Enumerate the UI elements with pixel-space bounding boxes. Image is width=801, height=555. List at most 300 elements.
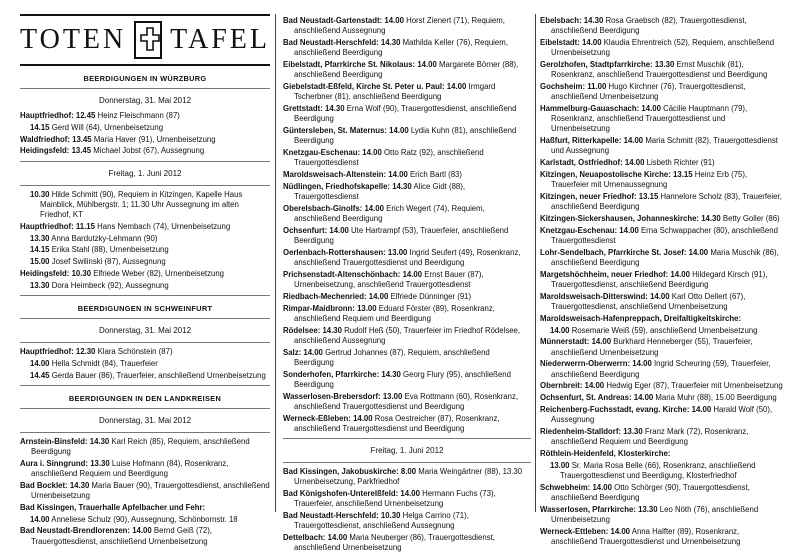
entry-text: Josef Swilinski (87), Aussegnung bbox=[51, 257, 166, 267]
entry-time: 14.30 bbox=[380, 38, 401, 47]
divider bbox=[20, 88, 270, 89]
obituary-entry bbox=[20, 234, 270, 244]
cross-icon bbox=[134, 21, 162, 59]
obituary-entry bbox=[283, 248, 531, 268]
entry-location: Salz: bbox=[283, 347, 302, 357]
obituary-entry bbox=[540, 393, 786, 403]
entry-time: 14.30 bbox=[89, 436, 110, 446]
divider bbox=[283, 438, 531, 439]
entry-text: Rosa Graebsch (82), Trauergottesdienst, anschließend Beerdigung bbox=[551, 16, 747, 36]
entry-text: Horst Zienert (71), Requiem, anschließend Aussegnung bbox=[294, 16, 505, 36]
entry-location: Bad Königshofen-Unterelßfeld: bbox=[283, 489, 399, 498]
entry-time: 14.00 bbox=[417, 60, 437, 69]
masthead-word-left: TOTEN bbox=[20, 24, 127, 55]
entry-text: Ingrid Scheuring (59), Trauerfeier, anschließend Beerdigung bbox=[551, 359, 771, 379]
entry-time: 14.45 bbox=[30, 370, 50, 380]
obituary-entry bbox=[283, 182, 531, 202]
entry-text: Karl Otto Dellert (67), Trauergottesdienst, anschließend Urnenbeisetzung bbox=[551, 291, 746, 311]
entry-text: Erna Schwappacher (80), anschließend Trauergottesdienst bbox=[551, 225, 778, 245]
entry-time: 13.00 bbox=[382, 391, 403, 401]
entry-time: 14.00 bbox=[30, 514, 50, 524]
masthead-word-right: TAFEL bbox=[170, 24, 270, 55]
entry-location: Münnerstadt: bbox=[540, 337, 590, 347]
entry-location: Ebelsbach: bbox=[540, 16, 582, 25]
entry-text: Georg Flury (95), anschließend Beerdigung bbox=[294, 369, 511, 389]
obituary-entry bbox=[540, 427, 786, 447]
entry-location: Arnstein-Binsfeld: bbox=[20, 436, 88, 446]
entry-text: Heinz Fleischmann (87) bbox=[97, 111, 180, 120]
entry-location: Bad Neustadt-Brendlorenzen: bbox=[20, 526, 131, 536]
entry-text: Leo Nöth (76), anschließend Urnenbeisetzung bbox=[551, 504, 759, 524]
day-heading: Freitag, 1. Juni 2012 bbox=[108, 168, 182, 178]
entry-location: Gerolzhofen, Stadtpfarrkirche: bbox=[540, 60, 653, 69]
obituary-entry bbox=[20, 222, 270, 232]
entry-time: 14.00 bbox=[592, 482, 612, 492]
entry-text: Eva Rottmann (60), Rosenkranz, anschließend Trauergottesdienst und Beerdigung bbox=[294, 391, 519, 411]
entry-text: Eduard Förster (89), Rosenkranz, anschließend Requiem und Beerdigung bbox=[294, 303, 495, 323]
entry-location: Maroldsweisach-Altenstein: bbox=[283, 170, 387, 179]
entry-time: 14.30 bbox=[325, 104, 345, 113]
entry-text: Alice Gidt (88), Trauergottesdienst bbox=[294, 181, 466, 201]
entry-location: Heidingsfeld: bbox=[20, 146, 70, 156]
divider bbox=[20, 385, 270, 386]
entry-time: 14.00 bbox=[610, 526, 630, 536]
entry-text: Maria Muschik (86), anschließend Beerdigung bbox=[551, 247, 779, 267]
obituary-entry bbox=[20, 459, 270, 479]
obituary-entry bbox=[283, 38, 531, 58]
entry-location: Ochsenfurt: bbox=[283, 225, 328, 235]
entry-time: 14.00 bbox=[303, 347, 323, 357]
obituary-entry bbox=[283, 304, 531, 324]
obituary-entry bbox=[283, 370, 531, 390]
entry-time: 10.30 bbox=[30, 189, 50, 199]
obituary-entry bbox=[540, 483, 786, 503]
entry-location: Bad Kissingen, Jakobuskirche: bbox=[283, 467, 399, 476]
entry-time: 14.00 bbox=[388, 170, 408, 179]
entry-time: 10.30 bbox=[380, 511, 401, 520]
obituary-entry bbox=[283, 104, 531, 124]
divider bbox=[20, 161, 270, 162]
entry-text: Klaudia Ehrentreich (52), Requiem, anschließend Urnenbeisetzung bbox=[551, 38, 775, 58]
masthead bbox=[20, 14, 270, 66]
entry-text: Betty Goller (86) bbox=[722, 214, 780, 223]
entry-location: Rimpar-Maidbronn: bbox=[283, 303, 355, 313]
obituary-entry bbox=[540, 270, 786, 290]
divider bbox=[20, 185, 270, 186]
obituary-entry bbox=[20, 281, 270, 291]
entry-text: Hella Schmidt (84), Trauerfeier bbox=[51, 358, 158, 368]
entry-time: 14.00 bbox=[584, 381, 605, 391]
obituary-entry bbox=[540, 337, 786, 357]
entry-time: 14.00 bbox=[624, 158, 645, 168]
entry-text: Bernd Geiß (72), Trauergottesdienst, anschließend Urnenbeisetzung bbox=[31, 526, 212, 546]
obituary-entry bbox=[20, 146, 270, 156]
entry-time: 13.45 bbox=[72, 134, 92, 144]
obituary-entry bbox=[540, 60, 786, 80]
entry-location: Kitzingen, Neuapostolische Kirche: bbox=[540, 170, 671, 179]
entry-text: Maria Bauer (90), Trauergottesdienst, anschließend Urnenbeisetzung bbox=[31, 480, 270, 500]
section-heading-wuerzburg: BEERDIGUNGEN IN WÜRZBURG bbox=[83, 74, 207, 83]
entry-location: Riedenheim-Stalldorf: bbox=[540, 426, 622, 436]
entry-location: Güntersleben, St. Maternus: bbox=[283, 126, 387, 135]
obituary-entry bbox=[540, 192, 786, 212]
divider bbox=[20, 432, 270, 433]
entry-time: 13.30 bbox=[623, 426, 643, 436]
obituary-entry bbox=[20, 371, 270, 381]
obituary-entry bbox=[283, 467, 531, 487]
entry-location: Margetshöchheim, neuer Friedhof: bbox=[540, 269, 669, 279]
obituary-entry bbox=[20, 135, 270, 145]
entry-text: Ernst Muschik (81), Rosenkranz, anschließend Trauergottesdienst und Beerdigung bbox=[551, 60, 768, 80]
entry-text: Klara Schönstein (87) bbox=[97, 346, 173, 356]
entry-location: Obernbreit: bbox=[540, 381, 583, 391]
entries-wuerzburg-day1 bbox=[20, 111, 270, 157]
entry-time: 14.30 bbox=[381, 369, 401, 379]
entry-location: Kitzingen, neuer Friedhof: bbox=[540, 192, 637, 201]
entries-wuerzburg-day2 bbox=[20, 190, 270, 291]
entry-location: Reichenberg-Fuchsstadt, evang. Kirche: bbox=[540, 404, 690, 414]
obituary-entry bbox=[540, 449, 786, 459]
entry-text: Gerda Bauer (86), Trauerfeier, anschließend Urnenbeisetzung bbox=[51, 370, 266, 380]
entry-location: Bad Neustadt-Herschfeld: bbox=[283, 511, 379, 520]
entry-location: Lohr-Sendelbach, Pfarrkirche St. Josef: bbox=[540, 247, 687, 257]
entry-location: Knetzgau-Eschenau: bbox=[540, 225, 618, 235]
obituary-entry bbox=[540, 82, 786, 102]
obituary-entry bbox=[540, 214, 786, 224]
entry-time: 14.00 bbox=[327, 533, 348, 542]
entry-location: Maroldsweisach-Hafenpreppach, Dreifaltigkeitskirche: bbox=[540, 313, 742, 323]
entries-landkreise-day1-col1 bbox=[20, 437, 270, 547]
entry-text: Maria Schmitt (82), Trauergottesdienst und Aussegnung bbox=[551, 136, 778, 156]
entry-text: Rosa Oestreicher (87), Rosenkranz, anschließend Trauergottesdienst und Beerdigung bbox=[294, 413, 500, 433]
entry-time: 14.00 bbox=[670, 269, 690, 279]
entry-text: Dora Heimbeck (92), Aussegnung bbox=[51, 280, 169, 290]
entry-time: 13.15 bbox=[638, 192, 659, 201]
entry-location: Werneck-Ettleben: bbox=[540, 526, 609, 536]
entry-text: Ernst Bauer (87), Urnenbeisetzung, anschließend Trauergottesdienst bbox=[294, 269, 484, 289]
entry-text: Hannelore Scholz (83), Trauerfeier, anschließend Beerdigung bbox=[551, 192, 782, 212]
entry-location: Schwebheim: bbox=[540, 482, 591, 492]
entry-time: 11.15 bbox=[75, 221, 95, 231]
entry-location: Niederwerrn-Oberwerrn: bbox=[540, 359, 631, 369]
obituary-entry bbox=[283, 126, 531, 146]
day-heading: Freitag, 1. Juni 2012 bbox=[370, 446, 444, 455]
entry-time: 14.15 bbox=[30, 122, 50, 132]
entry-time: 13.30 bbox=[30, 280, 50, 290]
entry-text: Maria Neuberger (86), Trauergottesdienst, anschließend Urnenbeisetzung bbox=[294, 533, 495, 553]
entries-landkreise-day1-col2 bbox=[283, 16, 531, 434]
entry-text: Michael Jobst (67), Aussegnung bbox=[93, 146, 205, 156]
entry-time: 14.00 bbox=[641, 104, 661, 113]
entry-time: 12.30 bbox=[75, 346, 96, 356]
entry-text: Lydia Kuhn (81), anschließend Beerdigung bbox=[294, 126, 517, 146]
entry-time: 14.30 bbox=[583, 16, 604, 25]
entry-time: 15.00 bbox=[30, 257, 50, 267]
divider bbox=[20, 295, 270, 296]
entry-time: 14.00 bbox=[650, 291, 670, 301]
divider bbox=[283, 462, 531, 463]
entry-time: 14.00 bbox=[329, 225, 349, 235]
entry-text: Karl Reich (85), Requiem, anschließend Beerdigung bbox=[31, 436, 250, 456]
entry-time: 14.00 bbox=[688, 247, 709, 257]
column-3 bbox=[540, 16, 786, 549]
obituary-entry bbox=[283, 292, 531, 302]
entry-time: 10.30 bbox=[71, 268, 92, 278]
entry-location: Bad Neustadt-Gartenstadt: bbox=[283, 16, 383, 25]
entry-text: Margarete Börner (88), anschließend Beerdigung bbox=[294, 60, 519, 80]
obituary-entry bbox=[540, 405, 786, 425]
entry-time: 14.00 bbox=[389, 126, 409, 135]
entry-location: Haßfurt, Ritterkapelle: bbox=[540, 136, 622, 146]
obituary-entry bbox=[20, 111, 270, 121]
column-divider bbox=[275, 14, 276, 512]
obituary-entry bbox=[283, 392, 531, 412]
obituary-entry bbox=[20, 359, 270, 369]
entry-text: Anna Halfter (89), Rosenkranz, anschließend Trauergottesdienst und Urnenbeisetzung bbox=[551, 526, 741, 546]
obituary-entry bbox=[283, 414, 531, 434]
entry-time: 14.00 bbox=[619, 225, 639, 235]
entry-text: Irmgard Tscherbner (81), anschließend Beerdigung bbox=[294, 82, 496, 102]
entry-time: 8.00 bbox=[400, 467, 417, 476]
entry-location: Nüdlingen, Friedhofskapelle: bbox=[283, 181, 391, 191]
obituary-entry bbox=[540, 527, 786, 547]
entry-text: Maria Haver (91), Urnenbeisetzung bbox=[93, 134, 216, 144]
entry-text: Erich Wegert (74), Requiem, anschließend Beerdigung bbox=[294, 203, 485, 223]
entry-text: Maria Muhr (88), 15.00 Beerdigung bbox=[655, 393, 777, 403]
entry-time: 14.00 bbox=[362, 148, 382, 157]
entry-location: Röthlein-Heidenfeld, Klosterkirche: bbox=[540, 448, 671, 458]
obituary-entry bbox=[540, 136, 786, 156]
entry-time: 13.30 bbox=[654, 60, 675, 69]
entry-time: 14.30 bbox=[392, 181, 412, 191]
entry-time: 13.30 bbox=[30, 233, 50, 243]
entry-location: Bad Neustadt-Herschfeld: bbox=[283, 38, 379, 47]
entry-text: Elfriede Weber (82), Urnenbeisetzung bbox=[93, 268, 224, 278]
entry-text: Lisbeth Richter (91) bbox=[646, 158, 715, 168]
entry-location: Hauptfriedhof: bbox=[20, 221, 74, 231]
entry-text: Hermann Fuchs (73), Trauerfeier, anschließend Urnenbeisetzung bbox=[294, 489, 496, 509]
entry-time: 13.00 bbox=[387, 247, 408, 257]
entry-time: 14.00 bbox=[691, 404, 712, 414]
entry-time: 13.30 bbox=[638, 504, 658, 514]
obituary-entry bbox=[283, 489, 531, 509]
entry-location: Eibelstadt, Pfarrkirche St. Nikolaus: bbox=[283, 60, 416, 69]
obituary-entry bbox=[283, 170, 531, 180]
entry-location: Maroldsweisach-Ditterswind: bbox=[540, 291, 648, 301]
entry-time: 14.00 bbox=[400, 489, 420, 498]
entries-landkreise-day2-col2 bbox=[283, 467, 531, 553]
entry-location: Hauptfriedhof: bbox=[20, 111, 74, 120]
obituary-entry bbox=[20, 245, 270, 255]
entry-text: Burkhard Henneberger (55), Trauerfeier, anschließend Urnenbeisetzung bbox=[551, 337, 753, 357]
entry-time: 14.00 bbox=[632, 359, 652, 369]
obituary-entry bbox=[20, 190, 270, 221]
entry-text: Gerd Will (64), Urnenbeisetzung bbox=[51, 122, 164, 132]
obituary-entry bbox=[540, 104, 786, 135]
entry-location: Werneck-Eßleben: bbox=[283, 413, 351, 423]
entry-text: Helga Carrino (71), Trauergottesdienst, anschließend Aussegnung bbox=[294, 511, 469, 531]
obituary-entry bbox=[20, 123, 270, 133]
obituary-entry bbox=[283, 60, 531, 80]
entry-text: Erich Bartl (83) bbox=[409, 170, 462, 179]
entry-text: Otto Schörger (90), Trauergottesdienst, anschließend Beerdigung bbox=[551, 482, 750, 502]
entry-time: 14.00 bbox=[591, 337, 612, 347]
entry-location: Giebelstadt-Eßfeld, Kirche St. Peter u. Paul: bbox=[283, 82, 445, 91]
entry-location: Eibelstadt: bbox=[540, 38, 580, 47]
entry-text: Erika Stahl (88), Urnenbeisetzung bbox=[51, 245, 169, 255]
day-heading: Donnerstag, 31. Mai 2012 bbox=[98, 415, 192, 425]
entry-time: 14.00 bbox=[402, 269, 423, 279]
obituary-entry bbox=[540, 461, 786, 481]
entry-text: Anna Bardutzky-Lehmann (90) bbox=[51, 233, 158, 243]
entry-location: Rödelsee: bbox=[283, 325, 321, 335]
column-2 bbox=[283, 16, 531, 555]
entry-time: 14.30 bbox=[322, 325, 342, 335]
entry-location: Hammelburg-Gauaschach: bbox=[540, 104, 640, 113]
entry-text: Sr. Maria Rosa Belle (66), Rosenkranz, anschließend Trauergottesdienst und Beerdigung, Klosterfriedhof bbox=[560, 460, 756, 480]
obituary-entry bbox=[540, 170, 786, 190]
entry-text: Maria Weingärtner (88), 13.30 Urnenbeisetzung, Parkfriedhof bbox=[294, 467, 523, 487]
entry-location: Aura i. Sinngrund: bbox=[20, 458, 89, 468]
obituary-entry bbox=[540, 38, 786, 58]
divider bbox=[20, 318, 270, 319]
obituary-entry bbox=[20, 437, 270, 457]
obituary-entry bbox=[283, 270, 531, 290]
entry-text: Anneliese Schulz (90), Aussegnung, Schönbornstr. 18 bbox=[51, 514, 238, 524]
entry-location: Hauptfriedhof: bbox=[20, 346, 74, 356]
obituary-entry bbox=[283, 148, 531, 168]
obituary-entry bbox=[540, 381, 786, 391]
entry-location: Bad Kissingen, Trauerhalle Apfelbacher und Fehr: bbox=[20, 502, 206, 512]
obituary-entry bbox=[540, 359, 786, 379]
entry-location: Karlstadt, Ostfriedhof: bbox=[540, 158, 623, 168]
obituary-entry bbox=[20, 515, 270, 525]
entry-time: 11.00 bbox=[587, 82, 607, 91]
entry-text: Heinz Erb (75), Trauerfeier mit Urnenaussegnung bbox=[551, 170, 748, 190]
entry-time: 14.00 bbox=[364, 203, 384, 213]
column-1 bbox=[20, 14, 270, 548]
entry-text: Hilde Schmitt (90), Requiem in Kitzingen, Kapelle Haus Mainblick, Mühlbergstr. 1; 11.30 Uhr Aussegnung im alten Friedhof, KT bbox=[40, 189, 243, 219]
obituary-entry bbox=[540, 505, 786, 525]
divider bbox=[20, 342, 270, 343]
entry-text: Otto Ratz (92), anschließend Trauergottesdienst bbox=[294, 148, 484, 168]
entry-time: 14.00 bbox=[30, 358, 50, 368]
entry-text: Franz Mark (72), Rosenkranz, anschließend Requiem und Beerdigung bbox=[551, 426, 749, 447]
entry-time: 14.30 bbox=[69, 480, 90, 490]
entry-location: Oberelsbach-Ginolfs: bbox=[283, 203, 363, 213]
entry-time: 14.00 bbox=[582, 38, 602, 47]
obituary-entry bbox=[540, 158, 786, 168]
obituary-entry bbox=[283, 16, 531, 36]
entry-location: Prichsenstadt-Altenschönbach: bbox=[283, 269, 401, 279]
obituary-entry bbox=[540, 248, 786, 268]
entry-time: 14.00 bbox=[633, 393, 654, 403]
entry-time: 13.00 bbox=[357, 303, 377, 313]
entry-text: Gertrud Johannes (87), Requiem, anschließend Beerdigung bbox=[294, 347, 490, 367]
entry-location: Wasserlosen-Brebersdorf: bbox=[283, 391, 381, 401]
entry-location: Ochsenfurt, St. Andreas: bbox=[540, 393, 632, 403]
obituary-entry bbox=[283, 82, 531, 102]
entry-location: Bad Bocklet: bbox=[20, 480, 68, 490]
entry-text: Hildegard Kirsch (91), Trauergottesdienst, anschließend Beerdigung bbox=[551, 269, 768, 289]
section-heading-schweinfurt: BEERDIGUNGEN IN SCHWEINFURT bbox=[77, 303, 213, 313]
obituary-entry bbox=[540, 292, 786, 312]
obituary-entry bbox=[540, 16, 786, 36]
obituary-entry bbox=[20, 481, 270, 501]
entry-time: 12.45 bbox=[75, 111, 96, 120]
obituary-entry bbox=[540, 314, 786, 324]
entry-time: 14.00 bbox=[368, 291, 389, 301]
entry-location: Heidingsfeld: bbox=[20, 268, 70, 278]
entry-text: Erna Wolf (90), Trauergottesdienst, anschließend Beerdigung bbox=[294, 104, 517, 124]
entry-time: 14.00 bbox=[353, 413, 373, 423]
entry-time: 14.00 bbox=[446, 82, 467, 91]
entry-time: 14.00 bbox=[550, 325, 570, 335]
entry-location: Waldfriedhof: bbox=[20, 134, 70, 144]
day-heading: Donnerstag, 31. Mai 2012 bbox=[98, 96, 192, 105]
entry-text: Rosemarie Weiß (59), anschließend Urnenbeisetzung bbox=[571, 325, 758, 335]
obituary-entry bbox=[283, 204, 531, 224]
entry-text: Rudolf Heß (50), Trauerfeier im Friedhof Rödelsee, anschließend Aussegnung bbox=[294, 325, 521, 345]
obituary-entry bbox=[283, 511, 531, 531]
column-divider bbox=[535, 14, 536, 512]
divider bbox=[20, 408, 270, 409]
entry-time: 14.00 bbox=[384, 16, 404, 25]
entry-location: Sonderhofen, Pfarrkirche: bbox=[283, 369, 380, 379]
obituary-entry bbox=[283, 348, 531, 368]
entry-text: Hugo Kirchner (76), Trauergottesdienst, anschließend Urnenbeisetzung bbox=[551, 82, 746, 102]
obituary-entry bbox=[20, 257, 270, 267]
entry-time: 14.00 bbox=[132, 526, 152, 536]
entry-time: 14.15 bbox=[30, 245, 50, 255]
entry-time: 13.15 bbox=[673, 170, 693, 179]
section-heading-landkreise: BEERDIGUNGEN IN DEN LANDKREISEN bbox=[68, 393, 222, 403]
entries-landkreise-day2-col3 bbox=[540, 16, 786, 547]
entry-location: Riedbach-Mechenried: bbox=[283, 291, 367, 301]
entry-location: Wasserlosen, Pfarrkirche: bbox=[540, 504, 636, 514]
entry-time: 13.00 bbox=[550, 460, 570, 470]
entry-location: Kitzingen-Sickershausen, Johanneskirche: bbox=[540, 214, 700, 223]
entries-schweinfurt-day1 bbox=[20, 347, 270, 381]
entry-text: Cäcilie Hauptmann (79), Rosenkranz, anschließend Trauergottesdienst und Urnenbeisetzung bbox=[551, 104, 748, 134]
entry-text: Elfriede Dünninger (91) bbox=[390, 291, 472, 301]
obituary-entry bbox=[283, 326, 531, 346]
obituary-entry bbox=[540, 226, 786, 246]
entry-text: Harald Wolf (50), Aussegnung bbox=[551, 404, 773, 425]
entry-text: Hedwig Eger (87), Trauerfeier mit Urnenbeisetzung bbox=[606, 381, 783, 391]
entry-text: Hans Nembach (74), Urnenbeisetzung bbox=[97, 221, 231, 231]
entry-location: Knetzgau-Eschenau: bbox=[283, 148, 361, 157]
entry-time: 13.45 bbox=[71, 146, 92, 156]
obituary-entry bbox=[20, 347, 270, 357]
entry-time: 13.30 bbox=[90, 458, 110, 468]
entry-text: Luise Hofmann (84), Rosenkranz, anschließend Requiem und Beerdigung bbox=[31, 458, 229, 478]
entry-time: 14.00 bbox=[623, 136, 644, 146]
entry-location: Gochsheim: bbox=[540, 82, 586, 91]
obituary-entry bbox=[540, 326, 786, 336]
entry-text: Ingrid Seufert (49), Rosenkranz, anschließend Trauergottesdienst und Beerdigung bbox=[294, 247, 521, 267]
obituary-entry bbox=[283, 533, 531, 553]
entry-location: Oerlenbach-Rottershausen: bbox=[283, 247, 386, 257]
obituary-entry bbox=[20, 503, 270, 513]
entry-text: Mathilda Keller (76), Requiem, anschließend Beerdigung bbox=[294, 38, 508, 58]
entry-location: Grettstadt: bbox=[283, 104, 323, 113]
obituary-entry bbox=[20, 526, 270, 546]
entry-location: Dettelbach: bbox=[283, 533, 326, 542]
obituary-entry bbox=[20, 269, 270, 279]
entry-text: Ute Hartrampf (53), Trauerfeier, anschließend Beerdigung bbox=[294, 225, 509, 245]
obituary-entry bbox=[283, 226, 531, 246]
